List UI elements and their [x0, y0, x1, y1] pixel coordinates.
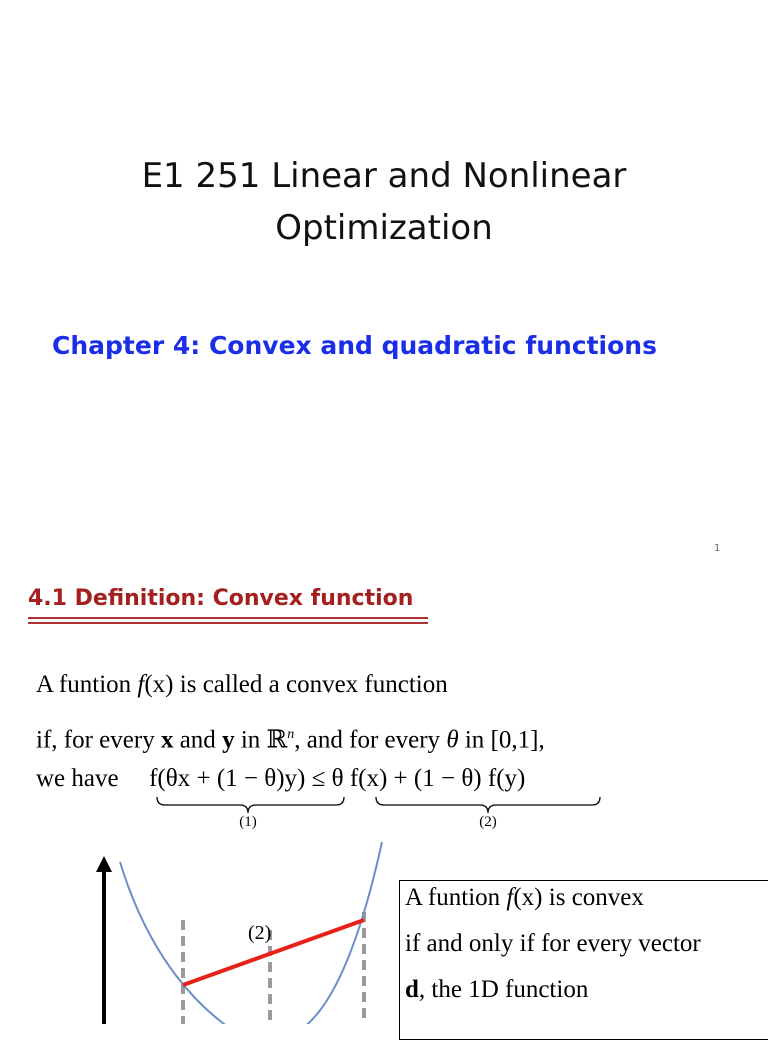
section-heading: 4.1 Definition: Convex function	[28, 586, 414, 611]
title-line-2: Optimization	[275, 208, 493, 248]
brace-label-2: (2)	[479, 814, 497, 830]
box-line-2: if and only if for every vector	[405, 930, 701, 957]
y-axis-arrowhead	[96, 856, 112, 872]
definition-line-1: A funtion f(x) is called a convex function	[36, 671, 448, 698]
box-line-1: A funtion f(x) is convex	[405, 884, 644, 911]
brace-label-1: (1)	[239, 814, 257, 830]
title-line-1: E1 251 Linear and Nonlinear	[141, 156, 627, 196]
inequality-lhs: f(θx + (1 − θ)y)	[149, 765, 306, 792]
figure-label: (2)	[248, 922, 272, 944]
inequality-rhs: θ f(x) + (1 − θ) f(y)	[331, 765, 526, 792]
slide-number: 1	[714, 543, 721, 554]
box-line-3: d, the 1D function	[405, 976, 589, 1003]
definition-line-2: if, for every x and y in ℝ$^n$, and for every θ in [0,1],	[36, 726, 545, 754]
definition-line-3: we have f(θx + (1 − θ)y) ≤ θ f(x) + (1 − θ) f(y)	[36, 765, 526, 792]
chord-line	[183, 920, 364, 985]
chapter-subtitle: Chapter 4: Convex and quadratic functions	[52, 331, 657, 360]
